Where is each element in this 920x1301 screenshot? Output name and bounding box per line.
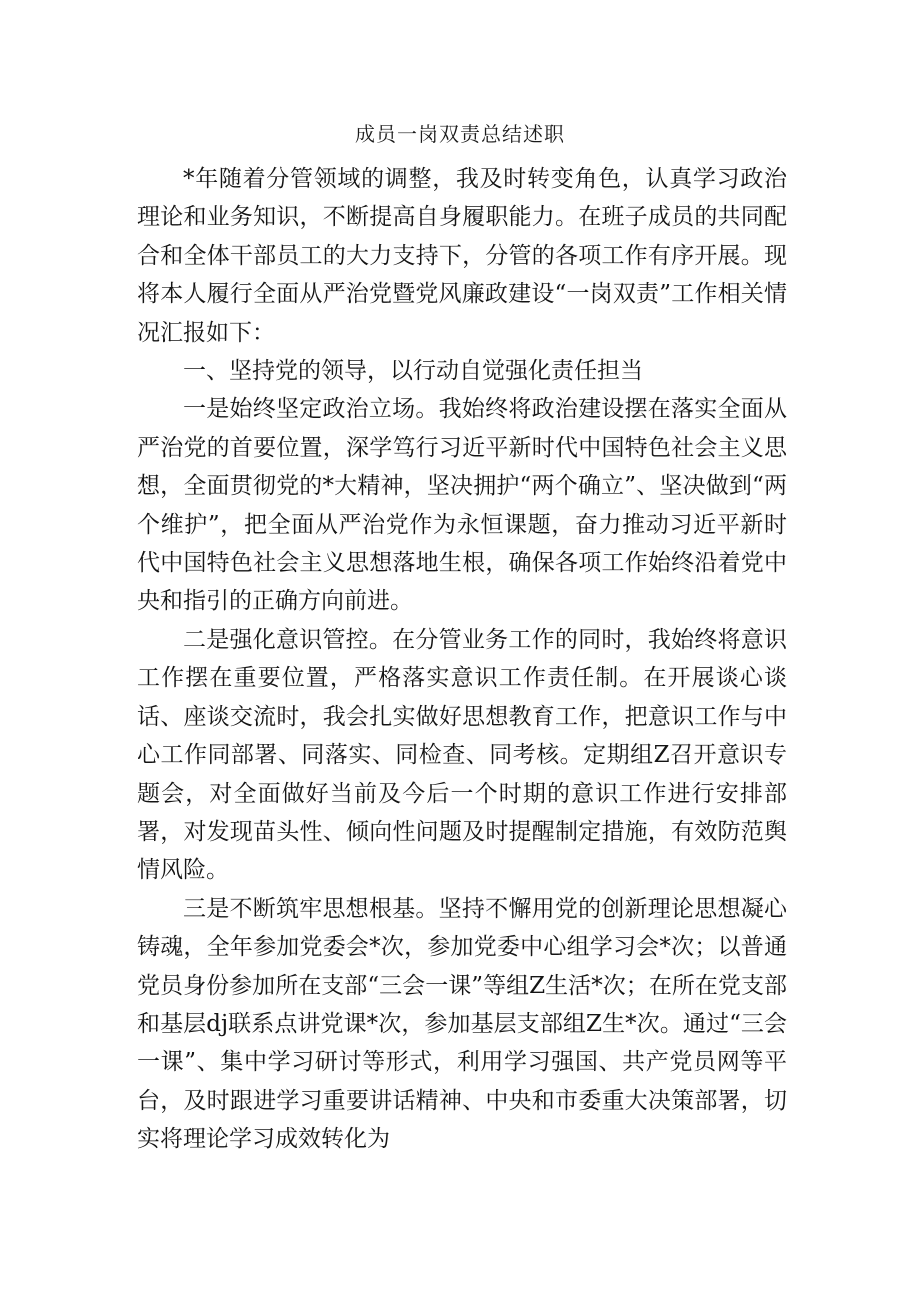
document-title: 成员一岗双责总结述职 [355,122,565,146]
paragraph-ideological-foundation: 三是不断筑牢思想根基。坚持不懈用党的创新理论思想凝心铸魂，全年参加党委会*次，参加党委中心组学习会*次；以普通党员身份参加所在支部“三会一课”等组Z生活*次；在所在党支部和基层dj联系点讲党课*次，参加基层支部组Z生*次。通过“三会一课”、集中学习研讨等形式，利用学习强国、共产党员网等平台，及时跟进学习重要讲话精神、中央和市委重大决策部署，切实将理论学习成效转化为 [137,895,788,1153]
paragraph-intro: *年随着分管领域的调整，我及时转变角色，认真学习政治理论和业务知识，不断提高自身履职能力。在班子成员的共同配合和全体干部员工的大力支持下，分管的各项工作有序开展。现将本人履行全面从严治党暨党风廉政建设“一岗双责”工作相关情况汇报如下： [137,166,787,346]
paragraph-ideology-control: 二是强化意识管控。在分管业务工作的同时，我始终将意识工作摆在重要位置，严格落实意识工作责任制。在开展谈心谈话、座谈交流时，我会扎实做好思想教育工作，把意识工作与中心工作同部署、同落实、同检查、同考核。定期组Z召开意识专题会，对全面做好当前及今后一个时期的意识工作进行安排部署，对发现苗头性、倾向性问题及时提醒制定措施，有效防范舆情风险。 [137,626,787,884]
document-body [137,160,787,1159]
paragraph-political-stance: 一是始终坚定政治立场。我始终将政治建设摆在落实全面从严治党的首要位置，深学笃行习近平新时代中国特色社会主义思想，全面贯彻党的*大精神，坚决拥护“两个确立”、坚决做到“两个维护”，把全面从严治党作为永恒课题，奋力推动习近平新时代中国特色社会主义思想落地生根，确保各项工作始终沿着党中央和指引的正确方向前进。 [137,396,787,615]
section-heading-1: 一、坚持党的领导，以行动自觉强化责任担当 [183,358,643,385]
